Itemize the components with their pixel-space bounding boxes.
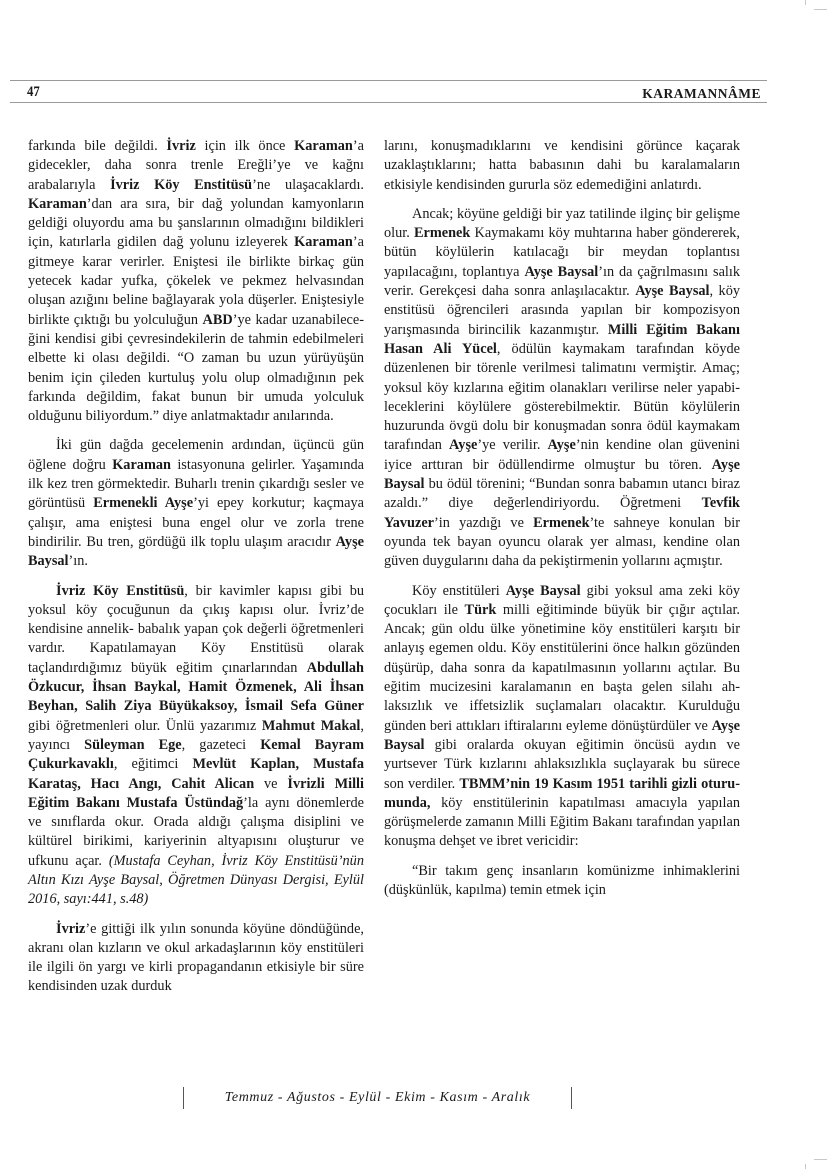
footer-issue-months: Temmuz - Ağustos - Eylül - Ekim - Kasım - Aralık [183, 1087, 572, 1109]
paragraph: İvriz’e gittiği ilk yılın sonunda köyüne döndüğünde, akranı olan kızların ve okul arkadaşlarının köy enstitüleri ile ilgili ön yargı ve kirli propagandanın etkisiyle bir süre kendisinden uzak durduk [28, 920, 364, 995]
page-number: 47 [27, 84, 40, 100]
header-top-rule [10, 80, 767, 81]
crop-mark-top-horizontal [814, 9, 827, 10]
paragraph: “Bir takım genç insanların komünizme inhimaklerini (düşkünlük, kapılma) temin etmek için [384, 862, 740, 898]
citation: (Mustafa Ceyhan, İvriz Köy Enstitüsü’nün Altın Kızı Ayşe Baysal, Öğretmen Dünyası Dergisi, Eylül 2016, sayı:441, s.48) [28, 852, 364, 908]
paragraph: farkında bile değildi. İvriz için ilk önce Karaman’a gidecekler, daha sonra trenle Ereğli’ye ve kağnı arabalarıyla İvriz Köy Enstitüsü’ne ulaşacaklardı. Karaman’dan ara sıra, bir dağ yolundan kamyonların geldiği oluyordu ama bu şanslarının olmadığını bildikleri için, katırlarla gidilen dağ yolunu izleyerek Karaman’a gitmeye karar verirler. Eniştesi ile birlikte birkaç gün yetecek kadar yufka, çökelek ve pekmez helvasından oluşan azığını beline bağlayarak yola düşerler. Eniştesiyle birlikte çıktığı bu yolculuğun ABD’ye kadar uzanabileceğini kendisi gibi çevresindekilerin de tahmin edebilmeleri elbette ki olası değildi. “O zaman bu uzun yürüyüşün benim için çileden kurtuluş yolu olup olmadığının pek farkında değildim, fakat bunun bir umuda yolculuk olduğunu biliyordum.” diye anlatmaktadır anılarında. [28, 138, 365, 425]
paragraph: larını, konuşmadıklarını ve kendisini görünce kaçarak uzaklaştıklarını; hatta babasının dahi bu karalamaların etkisiyle kendisinden gururla söz edemediğini anlatırdı. [384, 138, 740, 193]
crop-mark-bottom-horizontal [814, 1159, 827, 1160]
crop-mark-bottom-vertical [805, 1164, 806, 1169]
journal-title: KARAMANNÂME [642, 86, 761, 101]
right-column [384, 137, 740, 910]
left-column [28, 137, 364, 1007]
paragraph: Köy enstitüleri Ayşe Baysal gibi yoksul ama zeki köy çocukları ile Türk milli eğitiminde büyük bir çığır açtılar. Ancak; gün oldu ülke yönetimine köy enstitüleri karşıtı bir anlayış egemen oldu. Köy enstitülerini önce halkın gözünden düşürüp, daha sonra da kapatılmasının yollarını açtılar. Bu eğitim mucizesini karalamanın en başta gelen silahı ahlaksızlık ve iffetsizlik suçlamaları olacaktır. Kurulduğu günden beri attıkları iftiralarını eyleme dönüştürdüler ve Ayşe Baysal gibi oralarda okuyan eğitimin öncüsü aydın ve yurtsever Türk kızlarını ahlaksızlıkla suçlayarak bu sürece son verdiler. TBMM’nin 19 Kasım 1951 tarihli gizli oturumunda, köy enstitülerinin kapatılması amacıyla yapılan görüşmelerde zamanın Milli Eğitim Bakanı tarafından yapılan konuşma dehşet ve ibret vericidir: [384, 582, 741, 850]
paragraph: Ancak; köyüne geldiği bir yaz tatilinde ilginç bir gelişme olur. Ermenek Kaymakamı köy muhtarına haber göndererek, bütün köylülerin katılacağı bir meydan toplantısı yapılacağını, toplantıya Ayşe Baysal’ın da çağrılmasını salık verir. Gerekçesi daha sonra anlaşılacaktır. Ayşe Baysal, köy enstitüsü öğrencileri arasında yapılan bir kompozisyon yarışmasında birincilik kazanmıştır. Milli Eğitim Bakanı Hasan Ali Yücel, ödülün kaymakam tarafından köyde düzenlenen bir törenle verilmesi talimatını vermiştir. Amaç; yoksul köy kızlarına eğitim olanakları verilirse neler yapabileceklerini köylülere gösterebilmektir. Bütün köylülerin huzurunda övgü dolu bir konuşmadan sonra ödül kaymakam tarafından Ayşe’ye verilir. Ayşe’nin kendine olan güvenini iyice arttıran bir ödüllendirme olmuştur bu tören. Ayşe Baysal bu ödül törenini; “Bundan sonra babamın utancı biraz azaldı.” diye değerlendiriyordu. Öğretmeni Tevfik Yavuzer’in yazdığı ve Ermenek’te sahneye konulan bir oyunda tek bayan oyuncu olarak yer alması, kendine olan güven duygularını daha da pekiştirmenin yollarını açmıştır. [384, 205, 741, 570]
header-bottom-rule [10, 102, 767, 103]
paragraph: İvriz Köy Enstitüsü, bir kavimler kapısı gibi bu yoksul köy çocuğunun da çıkış kapısı olur. İvriz’de kendisine annelik- babalık yapan çok değerli öğretmenleri vardır. Kapatılamayan Köy Enstitüsü olarak taçlandırdığımız büyük eğitim çınarlarından Abdullah Özkucur, İhsan Baykal, Hamit Özmenek, Ali İhsan Beyhan, Salih Ziya Büyükaksoy, İsmail Sefa Güner gibi öğretmenleri olur. Ünlü yazarımız Mahmut Makal, yayıncı Süleyman Ege, gazeteci Kemal Bayram Çukurkavaklı, eğitimci Mevlüt Kaplan, Mustafa Karataş, Hacı Angı, Cahit Alican ve İvrizli Milli Eğitim Bakanı Mustafa Üstündağ’la aynı dönemlerde ve sınıflarda okur. Orada aldığı çalışma disiplini ve kültürel birikimi, kariyerinin altyapısını oluşturur ve ufkunu açar. (Mustafa Ceyhan, İvriz Köy Enstitüsü’nün Altın Kızı Ayşe Baysal, Öğretmen Dünyası Dergisi, Eylül 2016, sayı:441, s.48) [28, 582, 365, 908]
paragraph: İki gün dağda gecelemenin ardından, üçüncü gün öğlene doğru Karaman istasyonuna gelirler. Yaşamında ilk kez tren görmektedir. Buharlı trenin çıkardığı sesler ve görüntüsü Ermenekli Ayşe’yi epey korkutur; kaçmaya çalışır, ama eniştesi buna engel olur ve zorla trene bindirilir. Bu tren, gördüğü ilk toplu ulaşım aracıdır Ayşe Baysal’ın. [28, 437, 364, 570]
crop-mark-top-vertical [805, 0, 806, 5]
